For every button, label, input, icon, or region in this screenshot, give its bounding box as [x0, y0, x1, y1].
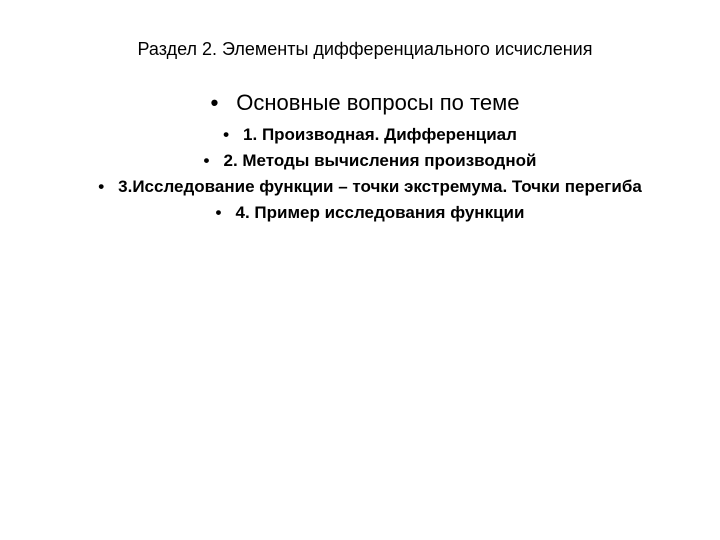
- list-item: [80, 174, 660, 200]
- list-item-text: 2. Методы вычисления производной: [223, 151, 537, 170]
- list-item-text: 1. Производная. Дифференциал: [243, 125, 517, 144]
- list-item: [80, 122, 660, 148]
- bullet-icon: •: [203, 151, 210, 170]
- list-item: [80, 148, 660, 174]
- bullet-icon: •: [210, 90, 219, 115]
- questions-list: [80, 122, 660, 226]
- topic-heading: [0, 90, 720, 116]
- list-item: [80, 200, 660, 226]
- section-title: Раздел 2. Элементы дифференциального исчисления: [137, 39, 593, 59]
- bullet-icon: •: [215, 203, 222, 222]
- topic-heading-text: Основные вопросы по теме: [236, 90, 520, 115]
- bullet-icon: •: [98, 177, 105, 196]
- list-item-text: 3.Исследование функции – точки экстремума. Точки перегиба: [118, 177, 642, 196]
- list-item-text: 4. Пример исследования функции: [235, 203, 525, 222]
- bullet-icon: •: [223, 125, 230, 144]
